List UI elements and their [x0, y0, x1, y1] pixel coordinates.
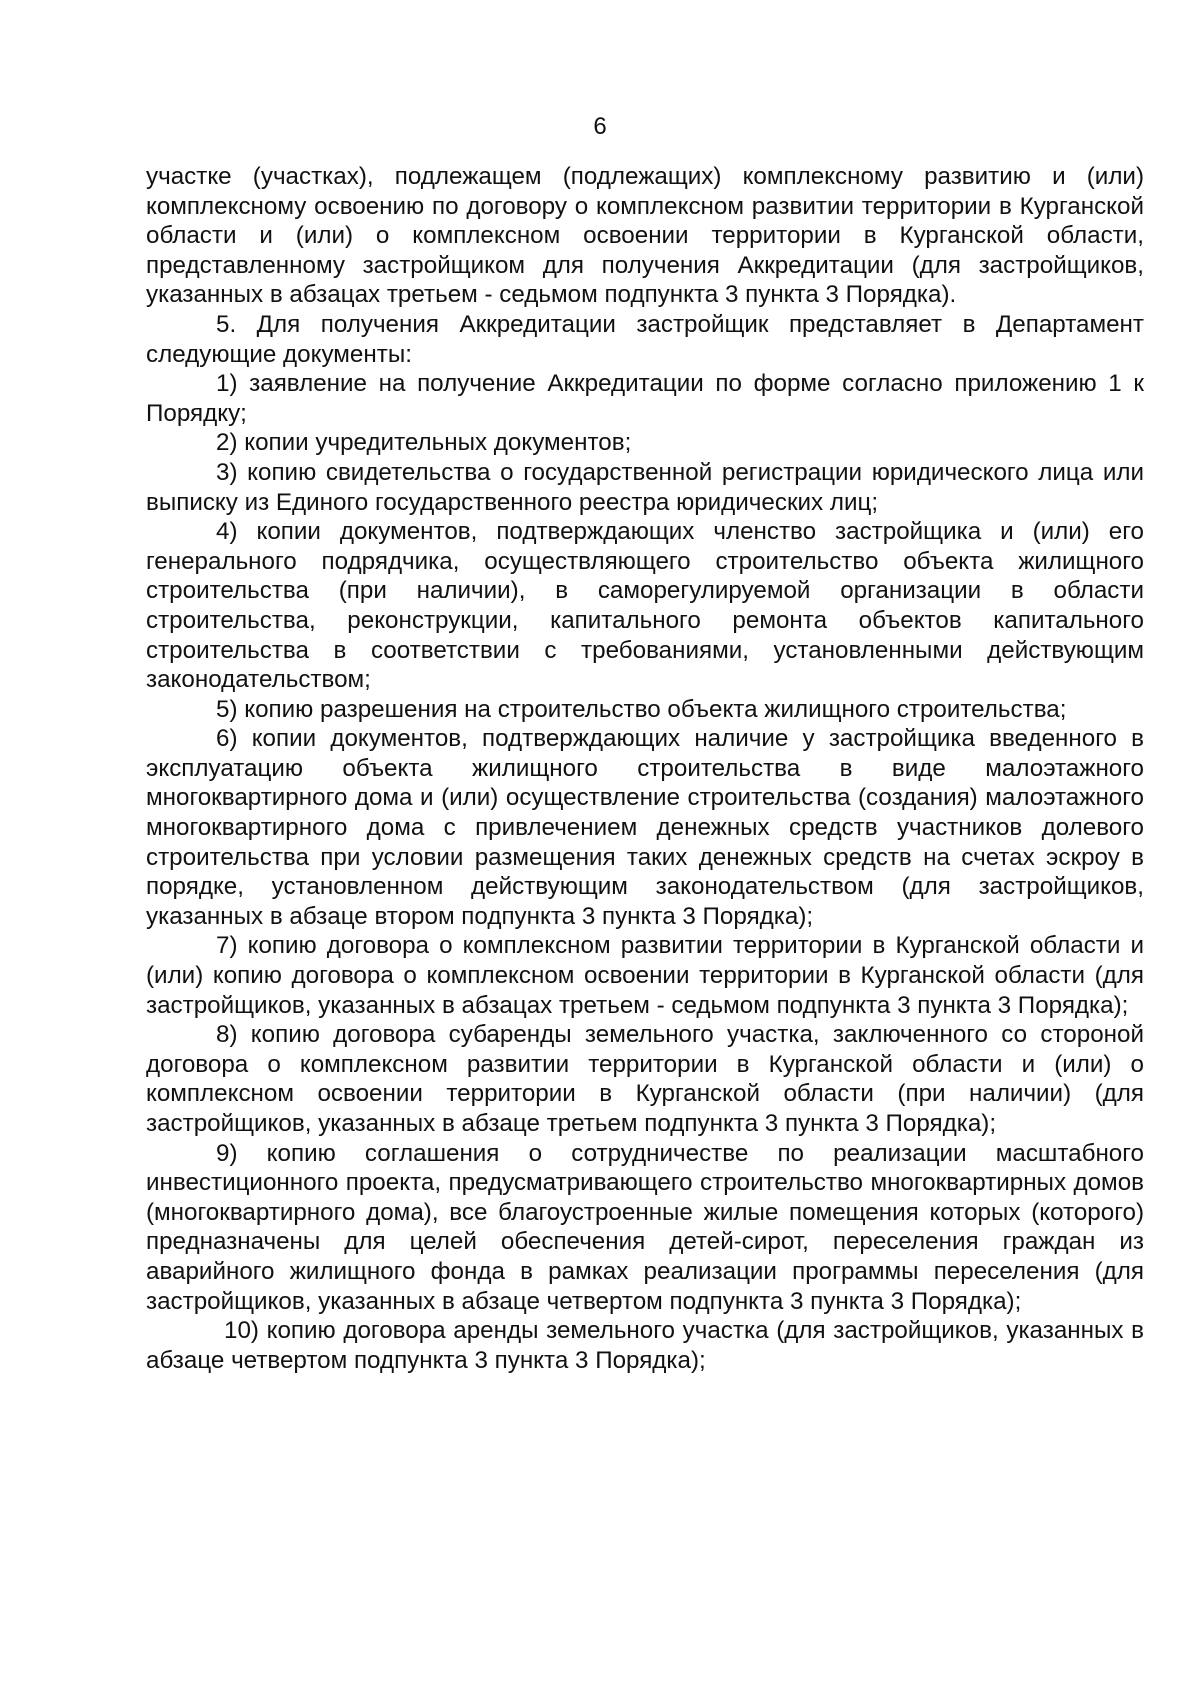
- list-item-7: 7) копию договора о комплексном развитии территории в Курганской области и (или) копию договора о комплексном освоении территории в Курганской области (для застройщиков, указанных в абзацах третьем - седьмом подпункта 3 пункта 3 Порядка);: [146, 932, 1144, 1019]
- paragraph-item-5: 5. Для получения Аккредитации застройщик представляет в Департамент следующие документы:: [146, 310, 1144, 368]
- list-item-6: 6) копии документов, подтверждающих наличие у застройщика введенного в эксплуатацию объекта жилищного строительства в виде малоэтажного многоквартирного дома и (или) осуществление строительства (создания) малоэтажного многоквартирного дома с привлечением денежных средств участников долевого строительства при условии размещения таких денежных средств на счетах эскроу в порядке, установленном действующим законодательством (для застройщиков, указанных в абзаце втором подпункта 3 пункта 3 Порядка);: [146, 725, 1144, 930]
- list-item-5: 5) копию разрешения на строительство объекта жилищного строительства;: [216, 695, 1067, 723]
- list-item-10: 10) копию договора аренды земельного участка (для застройщиков, указанных в абзаце четвертом подпункта 3 пункта 3 Порядка);: [146, 1317, 1144, 1374]
- page-number: 6: [593, 113, 607, 140]
- list-item-1: 1) заявление на получение Аккредитации по форме согласно приложению 1 к Порядку;: [146, 370, 1144, 427]
- paragraph-continuation: участке (участках), подлежащем (подлежащих) комплексному развитию и (или) комплексному освоению по договору о комплексном развитии территории в Курганской области и (или) о комплексном освоении территории в Курганской области, представленному застройщиком для получения Аккредитации (для застройщиков, указанных в абзацах третьем - седьмом подпункта 3 пункта 3 Порядка).: [146, 163, 1144, 309]
- list-item-9: 9) копию соглашения о сотрудничестве по реализации масштабного инвестиционного проекта, предусматривающего строительство многоквартирных домов (многоквартирного дома), все благоустроенные жилые помещения которых (которого) предназначены для целей обеспечения детей-сирот, переселения граждан из аварийного жилищного фонда в рамках реализации программы переселения (для застройщиков, указанных в абзаце четвертом подпункта 3 пункта 3 Порядка);: [146, 1139, 1144, 1315]
- list-item-2: 2) копии учредительных документов;: [216, 429, 632, 457]
- list-item-8: 8) копию договора субаренды земельного участка, заключенного со стороной договора о комплексном развитии территории в Курганской области и (или) о комплексном освоении территории в Курганской области (при наличии) (для застройщиков, указанных в абзаце третьем подпункта 3 пункта 3 Порядка);: [146, 1021, 1144, 1137]
- list-item-4: 4) копии документов, подтверждающих членство застройщика и (или) его генерального подрядчика, осуществляющего строительство объекта жилищного строительства (при наличии), в саморегулируемой организации в области строительства, реконструкции, капитального ремонта объектов капитального строительства в соответствии с требованиями, установленными действующим законодательством;: [146, 518, 1144, 694]
- list-item-3: 3) копию свидетельства о государственной регистрации юридического лица или выписку из Единого государственного реестра юридических лиц;: [146, 458, 1144, 516]
- document-body: [146, 162, 1144, 1375]
